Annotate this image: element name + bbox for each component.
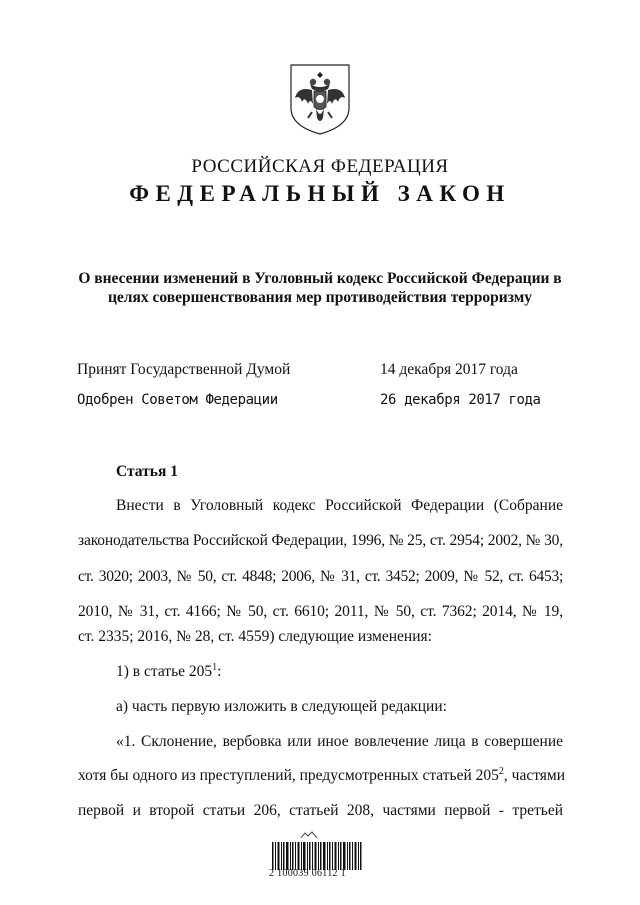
print-mark-icon — [300, 830, 318, 840]
adopted-date: 14 декабря 2017 года — [380, 361, 518, 378]
law-title — [60, 269, 580, 307]
law-title-line: целях совершенствования мер противодействия терроризму — [107, 289, 533, 306]
list-item — [116, 663, 221, 681]
quote-text: хотя бы одного из преступлений, предусмотренных статьей 205 — [78, 767, 499, 784]
approved-label: Одобрен Советом Федерации — [77, 392, 278, 408]
barcode — [272, 842, 362, 870]
superscript: 2 — [498, 766, 504, 777]
coat-of-arms-emblem — [288, 62, 352, 136]
body-line: ст. 2335; 2016, № 28, ст. 4559) следующие изменения: — [78, 628, 432, 645]
adopted-label: Принят Государственной Думой — [77, 361, 291, 378]
list-item: а) часть первую изложить в следующей редакции: — [116, 698, 447, 715]
list-item-text: 1) в статье 205 — [116, 663, 213, 680]
body-line: Внести в Уголовный кодекс Российской Федерации (Собрание — [116, 497, 563, 514]
barcode-number: 2 100039 06112 1 — [269, 868, 346, 879]
law-title-line: О внесении изменений в Уголовный кодекс Российской Федерации в — [78, 270, 562, 287]
document-type-heading: ФЕДЕРАЛЬНЫЙ ЗАКОН — [129, 181, 511, 206]
body-line: ст. 3020; 2003, № 50, ст. 4848; 2006, № 31, ст. 3452; 2009, № 52, ст. 6453; — [78, 568, 563, 585]
quote-line — [78, 766, 566, 785]
article-heading: Статья 1 — [116, 463, 178, 480]
quote-line: первой и второй статьи 206, статьей 208, частями первой - третьей — [78, 802, 563, 819]
country-heading: РОССИЙСКАЯ ФЕДЕРАЦИЯ — [191, 156, 449, 177]
body-line: 2010, № 31, ст. 4166; № 50, ст. 6610; 2011, № 50, ст. 7362; 2014, № 19, — [78, 603, 563, 620]
approved-date: 26 декабря 2017 года — [380, 392, 541, 408]
list-item-text: : — [217, 663, 222, 680]
quote-line: «1. Склонение, вербовка или иное вовлечение лица в совершение — [116, 733, 563, 750]
quote-text: , частями — [503, 767, 566, 784]
body-line: законодательства Российской Федерации, 1996, № 25, ст. 2954; 2002, № 30, — [78, 532, 563, 549]
superscript: 1 — [212, 662, 218, 673]
